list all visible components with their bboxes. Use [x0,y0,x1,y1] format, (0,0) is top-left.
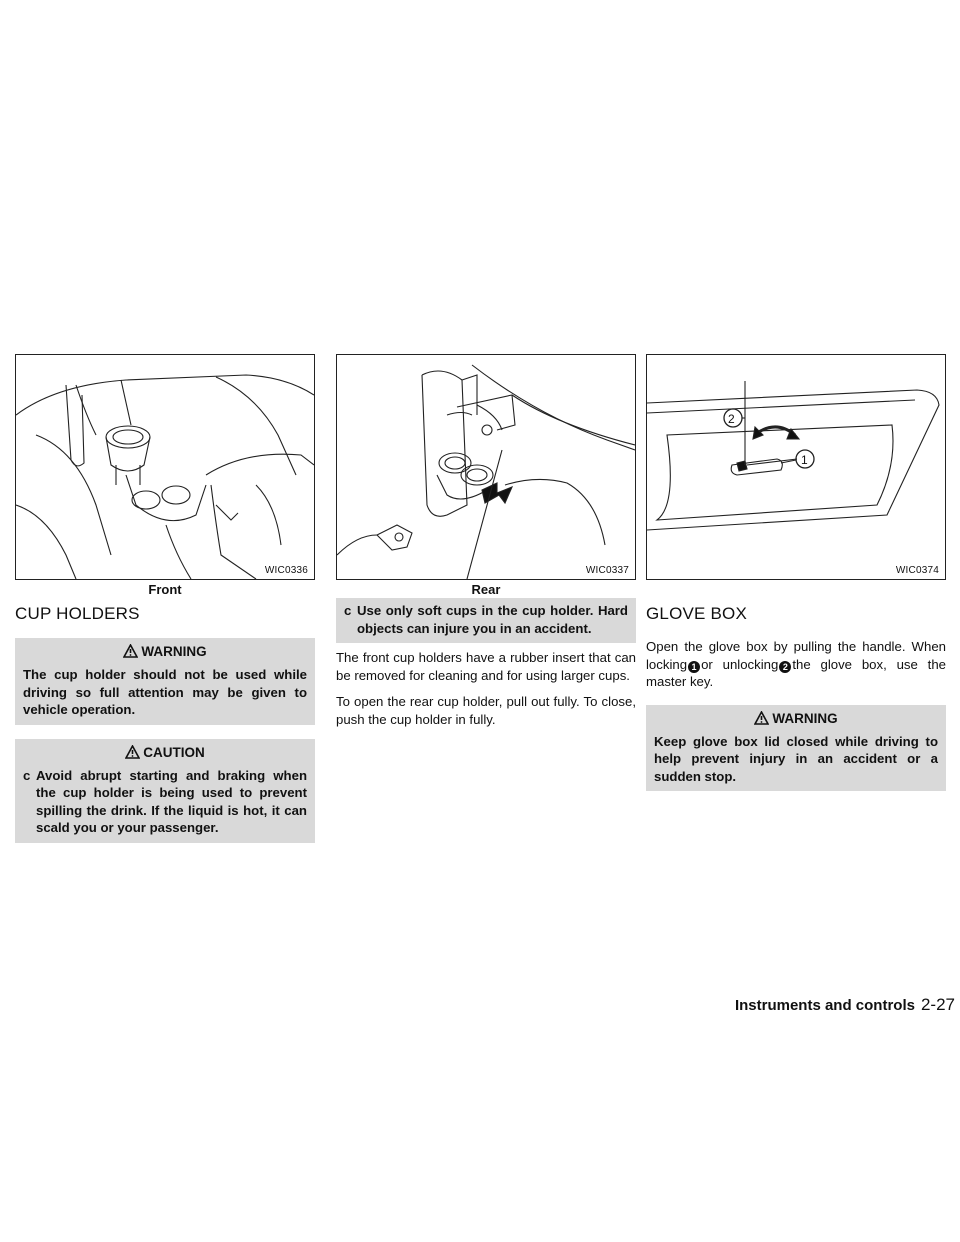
figure-code: WIC0337 [585,565,629,576]
column-left [15,354,315,857]
paragraph-text: or unlocking [701,656,779,672]
figure-caption: Rear [471,582,501,597]
figure-code: WIC0374 [895,565,939,576]
warning-box [646,705,946,792]
warning-text: The cup holder should not be used while driving so full attention may be given to vehicle operation. [23,667,307,717]
warning-title: WARNING [141,644,207,659]
footer-section-title: Instruments and controls [734,997,915,1014]
caution-bullet-text: Avoid abrupt starting and braking when the cup holder is being used to prevent spilling the drink. If the liquid is hot, it can scald you or your passenger. [36,767,307,835]
circled-number-2: 2 [779,661,791,673]
figure-caption: Front [148,582,182,597]
caution-bullet-text: Use only soft cups in the cup holder. Hard objects can injure you in an accident. [357,603,628,636]
caution-title: CAUTION [143,744,205,760]
warning-triangle-icon [123,644,138,661]
caution-bullet [23,767,307,837]
warning-triangle-icon [754,711,769,728]
callout-label-1: 1 [801,453,808,467]
page-footer [665,995,955,1015]
front-cup-holder-illustration-icon [16,355,314,579]
paragraph-rear-cup-holder: To open the rear cup holder, pull out fully. To close, push the cup holder in fully. [336,694,636,727]
warning-box [15,638,315,725]
warning-title: WARNING [772,710,838,726]
caution-bullet-continued [336,598,636,643]
paragraph-text: Open the glove box by pulling the handle. When locking [646,639,946,672]
callout-label-2: 2 [728,412,735,426]
column-middle [336,354,636,737]
caution-triangle-icon [125,745,140,762]
warning-text: Keep glove box lid closed while driving to help prevent injury in an accident or a sudden stop. [654,733,938,784]
warning-header [23,644,307,661]
paragraph-glove-box [646,638,946,691]
figure-front-cup-holder [15,354,315,580]
section-heading-cup-holders: CUP HOLDERS [15,604,140,623]
figure-code: WIC0336 [264,565,308,576]
bullet-mark: c [23,767,31,783]
bullet-mark: c [344,603,352,618]
paragraph-text: the glove box, use the master key. [646,656,946,689]
figure-glove-box [646,354,946,580]
rear-cup-holder-illustration-icon [337,355,635,579]
circled-number-1: 1 [688,661,700,673]
glove-box-illustration-icon [647,355,945,579]
caution-header [23,745,307,762]
page-number: 2-27 [920,995,955,1014]
section-heading-glove-box: GLOVE BOX [646,604,748,623]
column-right [646,354,946,805]
figure-caption [646,582,946,598]
caution-box [15,739,315,843]
figure-rear-cup-holder [336,354,636,580]
warning-header [654,711,938,728]
paragraph-front-cup-holders: The front cup holders have a rubber insert that can be removed for cleaning and for using larger cups. [336,650,636,683]
